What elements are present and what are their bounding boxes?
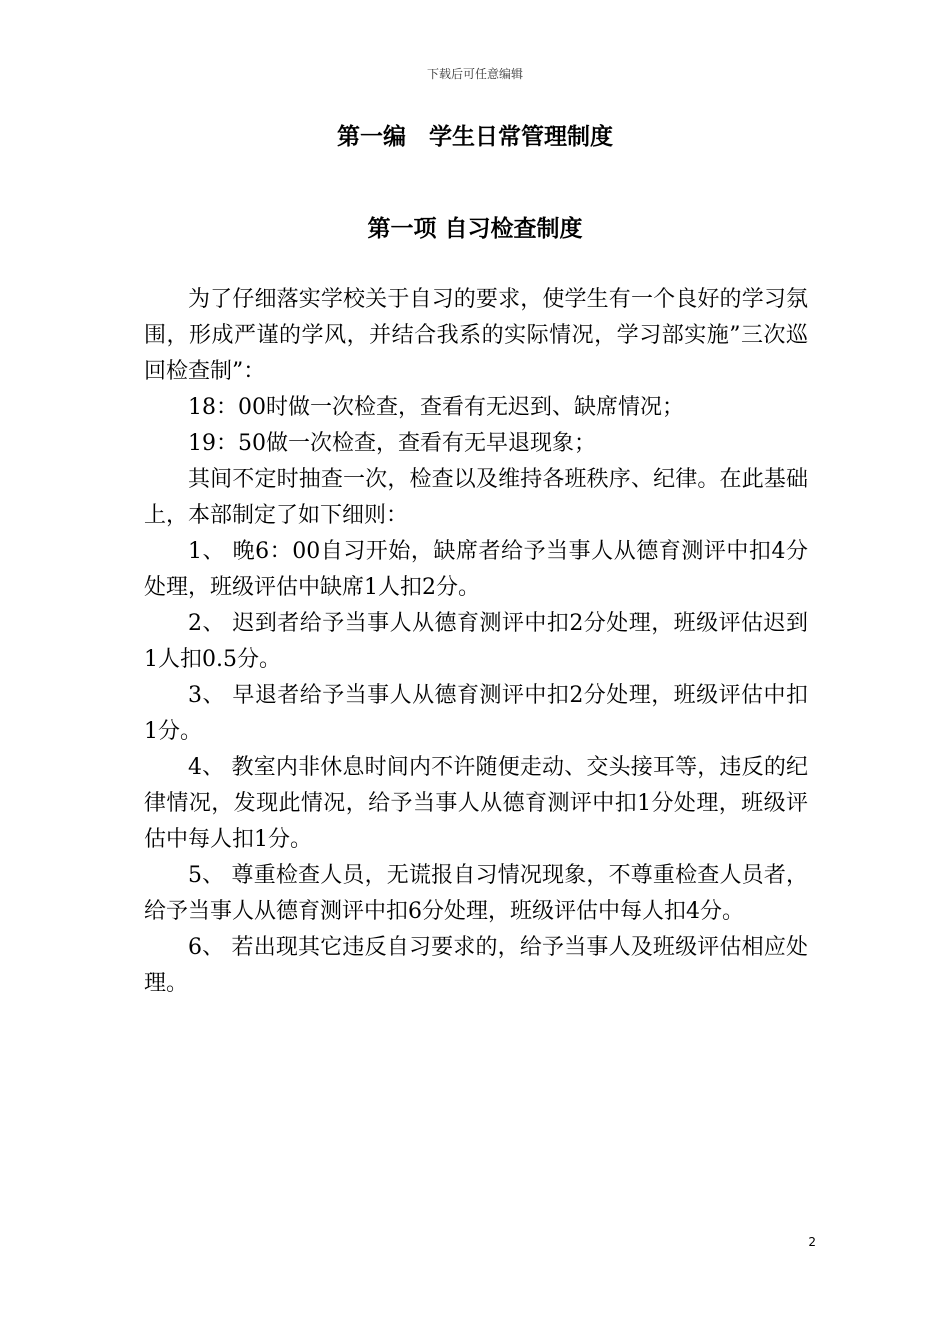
rule-item-2: 2、 迟到者给予当事人从德育测评中扣2分处理，班级评估迟到1人扣0.5分。 xyxy=(144,611,808,672)
paragraph-intro: 为了仔细落实学校关于自习的要求，使学生有一个良好的学习氛围，形成严谨的学风，并结合我系的实际情况，学习部实施”三次巡回检查制”： xyxy=(144,287,808,384)
body-text xyxy=(144,282,808,1002)
page-number: 2 xyxy=(808,1235,816,1249)
rule-item-6: 6、 若出现其它违反自习要求的，给予当事人及班级评估相应处理。 xyxy=(144,935,808,996)
paragraph-check-1800: 18：00时做一次检查，查看有无迟到、缺席情况； xyxy=(188,395,684,420)
rule-item-3: 3、 早退者给予当事人从德育测评中扣2分处理，班级评估中扣1分。 xyxy=(144,683,808,744)
paragraph-random-check: 其间不定时抽查一次，检查以及维持各班秩序、纪律。在此基础上，本部制定了如下细则： xyxy=(144,467,808,528)
page-header-note: 下载后可任意编辑 xyxy=(426,67,523,81)
rule-item-5: 5、 尊重检查人员，无谎报自习情况现象，不尊重检查人员者，给予当事人从德育测评中扣6分处理，班级评估中每人扣4分。 xyxy=(144,863,808,924)
rule-item-1: 1、 晚6：00自习开始，缺席者给予当事人从德育测评中扣4分处理，班级评估中缺席1人扣2分。 xyxy=(144,539,808,600)
document-title: 第一编 学生日常管理制度 xyxy=(337,124,613,150)
rule-item-4: 4、 教室内非休息时间内不许随便走动、交头接耳等，违反的纪律情况，发现此情况，给予当事人从德育测评中扣1分处理，班级评估中每人扣1分。 xyxy=(144,755,808,852)
paragraph-check-1950: 19：50做一次检查，查看有无早退现象； xyxy=(188,431,596,456)
section-title: 第一项 自习检查制度 xyxy=(367,216,583,242)
